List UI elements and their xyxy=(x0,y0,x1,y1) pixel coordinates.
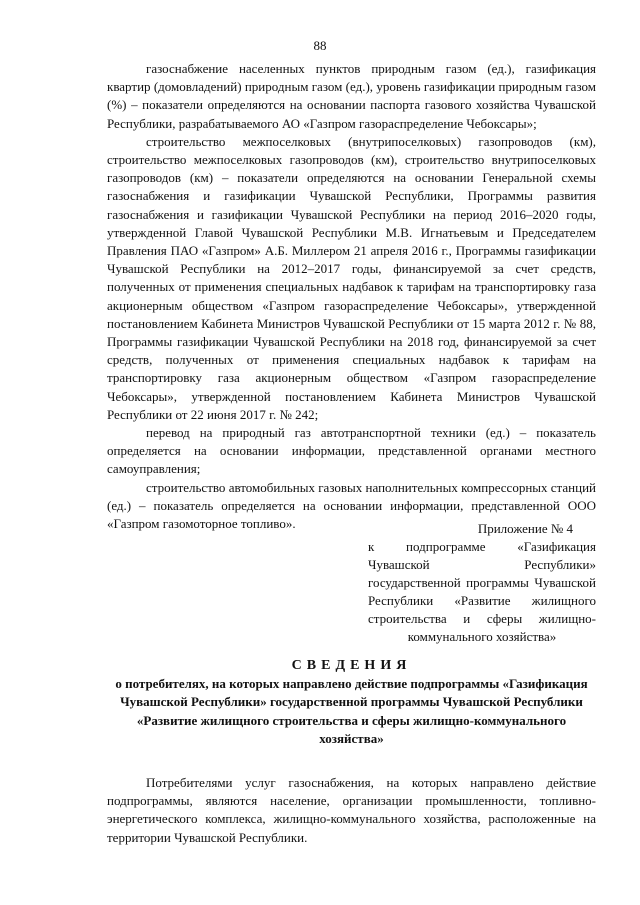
paragraph-pipeline-construction: строительство межпоселковых (внутрипоселковых) газопроводов (км), строительство межпоселковых газопроводов (км), строительство внутрипоселковых газопроводов (км) – показатели определяются на основании Генеральной схемы газоснабжения и газификации Чувашской Республики, Программы развития газоснабжения и газификации Чувашской Республики на период 2016–2020 годы, утвержденной Главой Чувашской Республики М.В. Игнатьевым и Председателем Правления ПАО «Газпром» А.Б. Миллером 21 апреля 2016 г., Программы газификации Чувашской Республики на 2012–2017 годы, финансируемой за счет средств, полученных от применения специальных надбавок к тарифам на транспортировку газа акционерным обществом «Газпром газораспределение Чебоксары», утвержденной постановлением Кабинета Министров Чувашской Республики от 15 марта 2012 г. № 88, Программы газификации Чувашской Республики на 2018 год, финансируемой за счет средств, полученных от применения специальных надбавок к тарифам на транспортировку газа акционерным обществом «Газпром газораспределение Чебоксары», утвержденной постановлением Кабинета Министров Чувашской Республики от 22 июня 2017 г. № 242; xyxy=(107,133,596,422)
appendix-block xyxy=(368,520,596,646)
appendix-title: Приложение № 4 xyxy=(477,521,573,536)
heading-title: СВЕДЕНИЯ xyxy=(291,658,412,673)
closing-text xyxy=(107,774,596,847)
appendix-reference: к подпрограмме «Газификация Чувашской Республики» государственной программы Чувашской Республики «Развитие жилищного строительства и сферы жилищно-коммунального хозяйства» xyxy=(368,539,596,644)
paragraph-filling-stations: строительство автомобильных газовых наполнительных компрессорных станций (ед.) – показатель определяется на основании информации, представленной ООО «Газпром газомоторное топливо». xyxy=(107,479,596,532)
paragraph-vehicle-conversion: перевод на природный газ автотранспортной техники (ед.) – показатель определяется на основании информации, представленной органами местного самоуправления; xyxy=(107,425,596,477)
heading-subtitle: о потребителях, на которых направлено действие подпрограммы «Газификация Чувашской Республики» государственной программы Чувашской Республики «Развитие жилищного строительства и сферы жилищно-коммунального хозяйства» xyxy=(115,676,588,746)
section-heading xyxy=(107,657,596,748)
consumers-paragraph: Потребителями услуг газоснабжения, на которых направлено действие подпрограммы, являются население, организации промышленности, топливно-энергетического комплекса, жилищно-коммунального хозяйства, расположенные на территории Чувашской Республики. xyxy=(107,775,596,845)
paragraph-gas-supply-indicators: газоснабжение населенных пунктов природным газом (ед.), газификация квартир (домовладений) природным газом (ед.), уровень газификации природным газом (%) – показатели определяются на основании паспорта газового хозяйства Чувашской Республики, разрабатываемого АО «Газпром газораспределение Чебоксары»; xyxy=(107,61,596,131)
page-number: 88 xyxy=(313,38,327,53)
body-text xyxy=(107,60,596,533)
